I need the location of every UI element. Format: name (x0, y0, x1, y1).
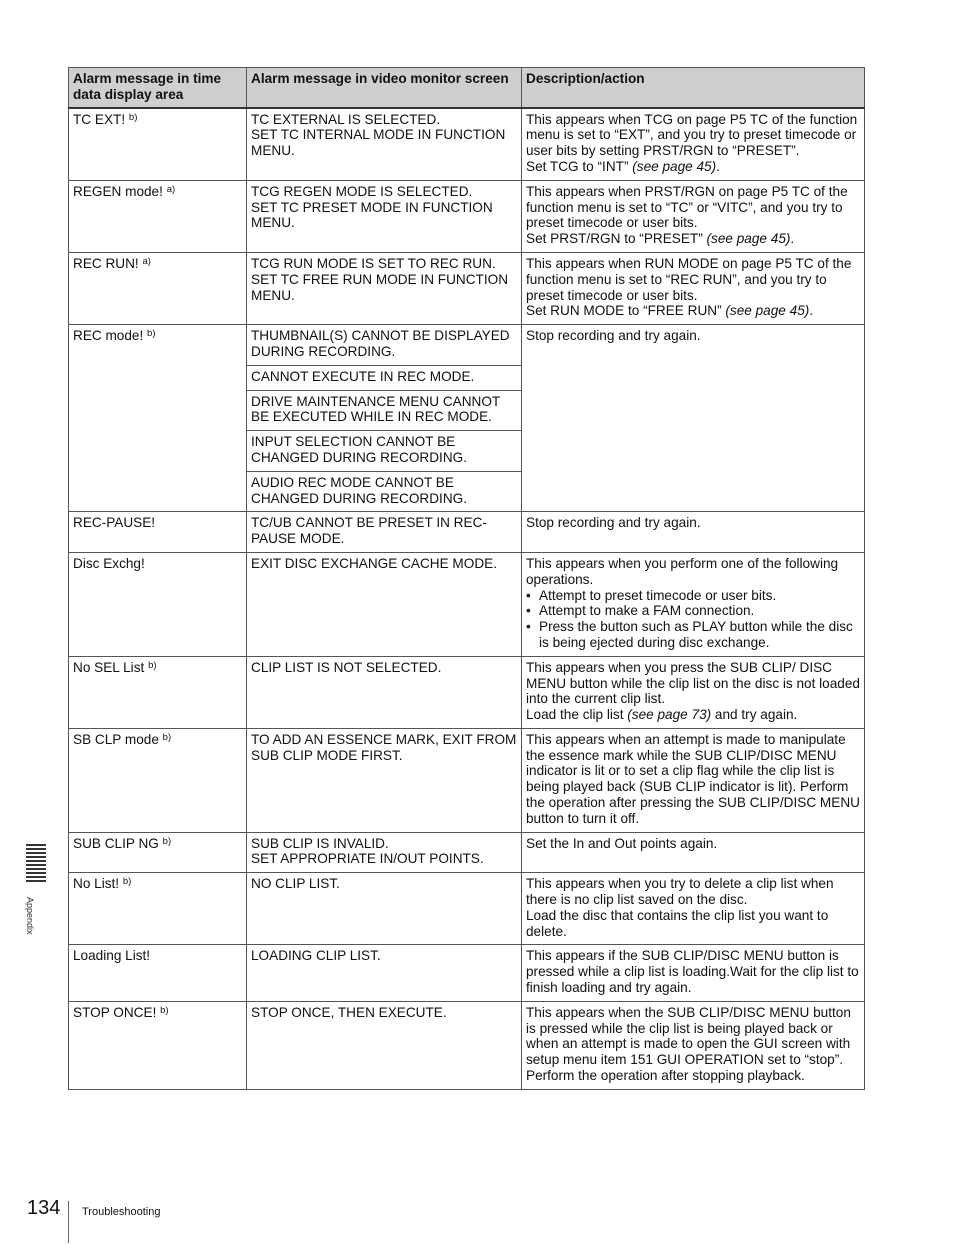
monitor-message-line: AUDIO REC MODE CANNOT BE CHANGED DURING RECORDING. (251, 474, 467, 506)
video-monitor-message-cell (247, 390, 522, 431)
description-text: Stop recording and try again. (526, 328, 701, 344)
monitor-message-line: DRIVE MAINTENANCE MENU CANNOT BE EXECUTED WHILE IN REC MODE. (251, 393, 500, 425)
alarm-time-data-cell (69, 873, 247, 945)
alarm-time-data-cell (69, 1001, 247, 1089)
description-cell (522, 832, 865, 873)
alarm-label: SB CLP mode (73, 731, 159, 747)
bullet-item: • Attempt to make a FAM connection. (526, 603, 860, 619)
description-text: This appears if the SUB CLIP/DISC MENU button is pressed while a clip list is loading.Wait for the clip list to finish loading and try again. (526, 948, 859, 996)
alarm-label: REC RUN! (73, 255, 139, 271)
alarm-label: STOP ONCE! (73, 1004, 157, 1020)
description-cell (522, 552, 865, 656)
description-text: Set the In and Out points again. (526, 835, 718, 851)
monitor-message-line: EXIT DISC EXCHANGE CACHE MODE. (251, 555, 497, 571)
description-cell (522, 180, 865, 252)
alarm-time-data-cell (69, 728, 247, 832)
monitor-message-line: SET TC PRESET MODE IN FUNCTION MENU. (251, 199, 493, 231)
video-monitor-message-cell (247, 365, 522, 390)
monitor-message-line: TC/UB CANNOT BE PRESET IN REC-PAUSE MODE. (251, 515, 487, 547)
video-monitor-message-cell (247, 471, 522, 512)
description-text: This appears when RUN MODE on page P5 TC of the function menu is set to “REC RUN”, and you try to preset timecode or user bits. (526, 255, 852, 303)
monitor-message-line: CANNOT EXECUTE IN REC MODE. (251, 368, 475, 384)
alarm-time-data-cell (69, 325, 247, 512)
alarm-label: Loading List! (73, 948, 151, 964)
description-cell (522, 252, 865, 324)
description-cell (522, 325, 865, 512)
table-row (69, 252, 865, 324)
video-monitor-message-cell (247, 431, 522, 472)
alarm-time-data-cell (69, 512, 247, 553)
alarm-time-data-cell (69, 945, 247, 1001)
action-instruction: Set RUN MODE to “FREE RUN” (526, 303, 726, 319)
description-cell (522, 108, 865, 181)
alarm-time-data-cell (69, 552, 247, 656)
table-row (69, 512, 865, 553)
monitor-message-line: THUMBNAIL(S) CANNOT BE DISPLAYED DURING RECORDING. (251, 328, 510, 359)
page-reference: (see page 73) (627, 707, 712, 723)
description-text: This appears when you perform one of the following operations. (526, 555, 839, 587)
description-cell (522, 512, 865, 553)
description-text: This appears when TCG on page P5 TC of the function menu is set to “EXT”, and you try to preset timecode or user bits by setting PRST/RGN to “PRESET”. (526, 111, 858, 159)
alarm-label: REC mode! (73, 328, 144, 344)
video-monitor-message-cell (247, 180, 522, 252)
table-row (69, 552, 865, 656)
table-row (69, 728, 865, 832)
alarm-time-data-cell (69, 252, 247, 324)
page-number: 134 (27, 1197, 61, 1219)
video-monitor-message-cell (247, 945, 522, 1001)
description-cell (522, 656, 865, 728)
alarm-time-data-cell (69, 832, 247, 873)
description-text: This appears when you try to delete a clip list when there is no clip list saved on the disc. (526, 876, 834, 908)
action-instruction: Set PRST/RGN to “PRESET” (526, 231, 707, 247)
alarm-label: SUB CLIP NG (73, 835, 159, 851)
footnote-marker: b) (162, 835, 172, 847)
video-monitor-message-cell (247, 512, 522, 553)
alarm-message-table (68, 67, 865, 1090)
description-cell (522, 1001, 865, 1089)
action-text (526, 231, 860, 247)
video-monitor-message-cell (247, 252, 522, 324)
footnote-marker: b) (122, 876, 132, 888)
monitor-message-line: TCG REGEN MODE IS SELECTED. (251, 183, 473, 199)
monitor-message-line: SET TC FREE RUN MODE IN FUNCTION MENU. (251, 271, 509, 303)
footer-divider (68, 1201, 69, 1243)
alarm-time-data-cell (69, 656, 247, 728)
description-text: Load the disc that contains the clip list you want to delete. (526, 907, 829, 939)
page-reference: (see page 45) (725, 303, 810, 319)
footnote-marker: b) (128, 111, 138, 123)
alarm-label: No SEL List (73, 659, 145, 675)
footnote-marker: a) (142, 255, 151, 267)
description-text: Stop recording and try again. (526, 515, 701, 531)
monitor-message-line: SUB CLIP IS INVALID. (251, 835, 389, 851)
footnote-marker: b) (162, 731, 172, 743)
description-text: This appears when PRST/RGN on page P5 TC of the function menu is set to “TC” or “VITC”, and you try to preset timecode or user bits. (526, 183, 848, 231)
description-cell (522, 728, 865, 832)
video-monitor-message-cell (247, 552, 522, 656)
section-side-label: Appendix (25, 897, 35, 935)
bullet-list (526, 588, 860, 651)
footer-section-title: Troubleshooting (82, 1206, 161, 1218)
alarm-label: TC EXT! (73, 111, 126, 127)
monitor-message-line: CLIP LIST IS NOT SELECTED. (251, 659, 442, 675)
monitor-message-line: NO CLIP LIST. (251, 876, 340, 892)
column-header: Alarm message in video monitor screen (247, 68, 522, 108)
alarm-time-data-cell (69, 108, 247, 181)
description-cell (522, 945, 865, 1001)
column-header: Alarm message in time data display area (69, 68, 247, 108)
action-ending: . (809, 303, 814, 319)
action-instruction: Set TCG to “INT” (526, 158, 633, 174)
footnote-marker: b) (147, 328, 156, 340)
monitor-message-line: LOADING CLIP LIST. (251, 948, 381, 964)
action-instruction: Load the clip list (526, 707, 628, 723)
action-text (526, 707, 860, 723)
monitor-message-line: INPUT SELECTION CANNOT BE CHANGED DURING RECORDING. (251, 434, 467, 465)
monitor-message-line: TCG RUN MODE IS SET TO REC RUN. (251, 255, 496, 271)
alarm-label: REGEN mode! (73, 183, 163, 199)
video-monitor-message-cell (247, 108, 522, 181)
alarm-time-data-cell (69, 180, 247, 252)
page-reference: (see page 45) (706, 231, 791, 247)
monitor-message-line: SET APPROPRIATE IN/OUT POINTS. (251, 851, 484, 867)
table-row (69, 873, 865, 945)
table-row (69, 108, 865, 181)
description-text: This appears when an attempt is made to manipulate the essence mark while the SUB CLIP/DISC MENU indicator is lit or to set a clip flag while the clip list is being played back (SUB CLIP indicator is lit). Perform the operation after pressing the SUB CLIP/DISC MENU button to turn it off. (526, 731, 860, 826)
table-row (69, 832, 865, 873)
action-ending: and try again. (711, 707, 798, 723)
page-reference: (see page 45) (632, 158, 717, 174)
action-text (526, 159, 860, 175)
video-monitor-message-cell (247, 656, 522, 728)
action-ending: . (790, 231, 795, 247)
footnote-marker: a) (166, 183, 176, 195)
description-text: This appears when you press the SUB CLIP/ DISC MENU button while the clip list on the disc is not loaded into the current clip list. (526, 659, 860, 707)
table-row (69, 1001, 865, 1089)
video-monitor-message-cell (247, 832, 522, 873)
description-text: This appears when the SUB CLIP/DISC MENU button is pressed while the clip list is being played back or when an attempt is made to open the GUI screen with setup menu item 151 GUI OPERATION set to “stop”. Perform the operation after stopping playback. (526, 1004, 851, 1084)
section-tab-marker (26, 844, 46, 886)
video-monitor-message-cell (247, 325, 522, 366)
footnote-marker: b) (160, 1004, 169, 1016)
bullet-item: • Press the button such as PLAY button while the disc is being ejected during disc exchange. (526, 619, 860, 651)
table-row (69, 945, 865, 1001)
footnote-marker: b) (148, 659, 157, 671)
table-header-row (69, 68, 865, 108)
alarm-label: No List! (73, 876, 120, 892)
action-ending: . (716, 158, 720, 174)
table-row (69, 180, 865, 252)
monitor-message-line: TC EXTERNAL IS SELECTED. (251, 111, 441, 127)
alarm-label: Disc Exchg! (73, 555, 145, 571)
monitor-message-line: STOP ONCE, THEN EXECUTE. (251, 1004, 447, 1020)
action-text (526, 303, 860, 319)
monitor-message-line: TO ADD AN ESSENCE MARK, EXIT FROM SUB CLIP MODE FIRST. (251, 731, 517, 763)
description-cell (522, 873, 865, 945)
table-row (69, 325, 865, 366)
video-monitor-message-cell (247, 873, 522, 945)
table-row (69, 656, 865, 728)
alarm-label: REC-PAUSE! (73, 515, 156, 531)
bullet-item: • Attempt to preset timecode or user bits. (526, 588, 860, 604)
column-header: Description/action (522, 68, 865, 108)
monitor-message-line: SET TC INTERNAL MODE IN FUNCTION MENU. (251, 127, 506, 159)
video-monitor-message-cell (247, 728, 522, 832)
video-monitor-message-cell (247, 1001, 522, 1089)
